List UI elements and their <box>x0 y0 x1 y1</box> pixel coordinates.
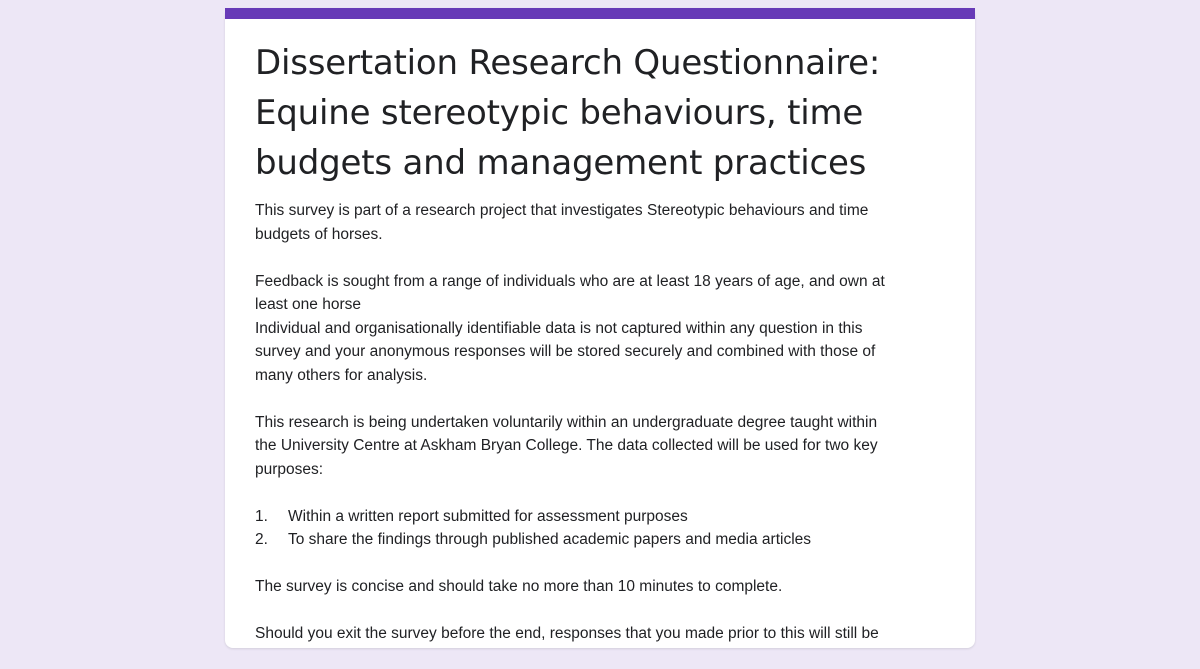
description-line: Feedback is sought from a range of individuals who are at least 18 years of age, and own at <box>255 272 885 290</box>
description-paragraph <box>255 575 955 599</box>
form-title-line: budgets and management practices <box>255 143 867 183</box>
description-paragraph <box>255 270 955 388</box>
form-title <box>255 38 945 188</box>
description-line: least one horse <box>255 296 361 313</box>
list-item-text: To share the findings through published academic papers and media articles <box>288 531 812 548</box>
description-line: The survey is concise and should take no more than 10 minutes to complete. <box>255 578 783 595</box>
form-title-line: Equine stereotypic behaviours, time <box>255 93 864 133</box>
description-line: survey and your anonymous responses will be stored securely and combined with those of <box>255 343 876 360</box>
description-line: budgets of horses. <box>255 225 383 243</box>
description-line: Should you exit the survey before the end, responses that you made prior to this will still be <box>255 625 879 642</box>
description-line: many others for analysis. <box>255 366 428 384</box>
description-paragraph <box>255 199 955 246</box>
description-line: This research is being undertaken voluntarily within an undergraduate degree taught within <box>255 413 878 431</box>
form-title-line: Dissertation Research Questionnaire: <box>255 43 881 83</box>
list-item <box>255 528 955 552</box>
description-line: This survey is part of a research project that investigates Stereotypic behaviours and time <box>255 202 869 219</box>
purposes-list <box>255 505 955 552</box>
list-item-text: Within a written report submitted for assessment purposes <box>288 507 688 525</box>
list-item-number: 2. <box>255 531 268 548</box>
form-header-card <box>225 8 975 648</box>
description-paragraph <box>255 622 955 646</box>
description-line: purposes: <box>255 460 324 478</box>
description-paragraph <box>255 411 955 482</box>
list-item <box>255 505 955 529</box>
description-line: the University Centre at Askham Bryan College. The data collected will be used for two key <box>255 437 878 454</box>
list-item-number: 1. <box>255 507 268 525</box>
form-description <box>255 199 955 669</box>
description-line: Individual and organisationally identifiable data is not captured within any question in this <box>255 319 863 337</box>
form-accent-bar <box>225 8 975 19</box>
